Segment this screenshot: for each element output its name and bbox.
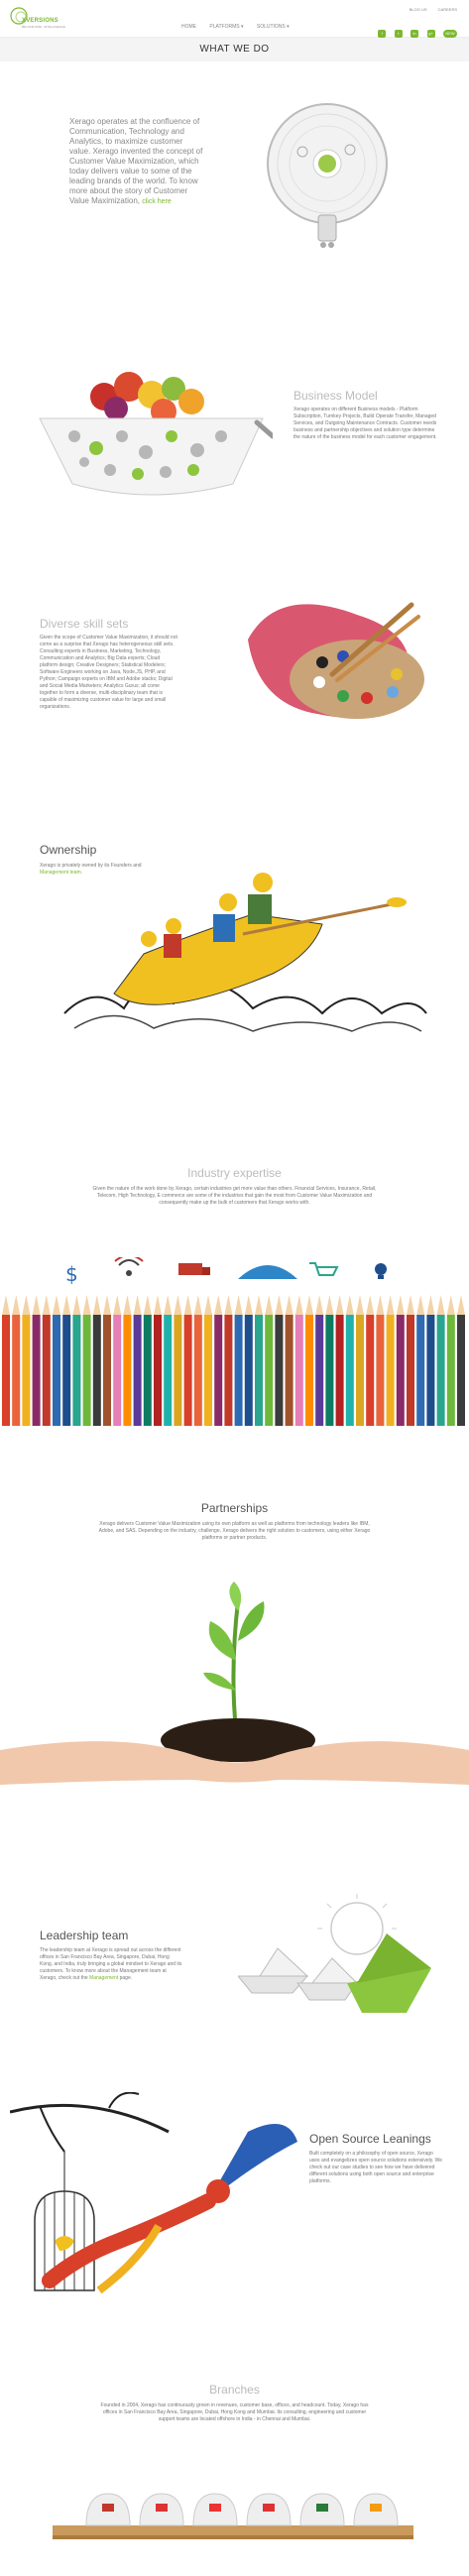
partnerships-text: Xerago delivers Customer Value Maximization using its own platform as well as platforms from technology leaders like IBM, Adobe, and SAS. Depending on the industry, challenge, Xerago delivers the right solution to customers, using either Xerago platforms or partner products. (98, 1521, 371, 1541)
logo-tagline: BEYOND RISK, INTELLIGENCE (22, 25, 65, 29)
googleplus-icon[interactable]: g+ (428, 31, 433, 36)
branches-section (94, 2383, 375, 2423)
top-link-careers[interactable]: CAREERS (437, 7, 457, 12)
parrot-cage-illustration (10, 2092, 307, 2320)
fruit-colander-illustration (35, 357, 273, 506)
top-links (400, 7, 457, 12)
leadership-title: Leadership team (40, 1929, 129, 1942)
paint-palette-illustration (238, 595, 431, 724)
open-source-text: Built completely on a philosophy of open source, Xerago uses and evangelizes open source solutions extensively. We check out our case studies to see how we have delivered different solutions using both open source and enterprise platforms. (309, 2151, 443, 2184)
leadership-text-block (40, 1947, 183, 1982)
hands-plant-illustration (0, 1581, 469, 1810)
nav-platforms[interactable]: PLATFORMS ▾ (209, 24, 244, 30)
bulb-icon (375, 1263, 387, 1279)
wall-fan-illustration (263, 94, 392, 253)
industry-title: Industry expertise (187, 1166, 282, 1180)
main-nav (181, 24, 301, 30)
page-title: WHAT WE DO (199, 44, 270, 55)
logo-name[interactable]: XVERSIONS (22, 18, 59, 24)
rafting-team-illustration (55, 865, 431, 1043)
skills-text: Given the scope of Customer Value Maximization, it should not come as a surprise that Xerago has heterogeneous skill sets. Consulting experts in Business, Marketing, Technology, Communication and Analytics; Big Data experts; Cloud platform design; Creative Designers; Statistical Modelers; Software Engineers working on Java, Node.JS, PHP, and Python; Campaign experts on IBM and Adobe stacks; Digital and Social Media Marketers; Analytics Gurus; all come together to form a diverse, multi-disciplinary team that is capable of maximizing customer value for large and small organizations. (40, 635, 177, 710)
partnerships-section (94, 1501, 375, 1542)
skills-section (40, 617, 178, 711)
top-link-blog[interactable]: BLOG US (409, 7, 427, 12)
open-source-section (309, 2132, 443, 2185)
paper-boats-illustration (238, 1889, 436, 2023)
industry-text: Given the nature of the work done by Xerago, certain industries get more value than others. Financial Services, Insurance, Retail, Telecom, High Technology, E commerce are some of the industries that gain the most from Customer Value Maximization and consequently make up the bulk of customers that Xerago works with. (92, 1186, 377, 1206)
intro-link[interactable]: click here (142, 198, 172, 205)
industry-section (89, 1166, 380, 1207)
branches-text: Founded in 2004, Xerago has continuously grown in revenues, customer base, offices, and headcount. Today, Xerago has offices in San Francisco Bay Area, Singapore, Dubai, Hong Kong and Mumbai. Its consulting, engineering and customer support teams are located offshore in India - in Chennai and Mumbai. (100, 2402, 369, 2422)
open-source-title: Open Source Leanings (309, 2132, 431, 2146)
ownership-text: Xerago is privately owned by its Founders and (40, 863, 142, 869)
linkedin-icon[interactable]: in (410, 30, 418, 38)
branches-title: Branches (209, 2383, 260, 2397)
cart-icon (309, 1263, 337, 1275)
new-badge[interactable]: NEW (443, 30, 457, 38)
umbrella-icon (238, 1265, 297, 1279)
twitter-icon[interactable]: t (395, 30, 403, 38)
nav-home[interactable]: HOME (181, 24, 196, 30)
business-model-section (293, 389, 442, 441)
intro-text: Xerago operates at the confluence of Communication, Technology and Analytics, to maximize customer value. Xerago invented the concept of Customer Value Maximization, which today delivers value to some of the leading brands of the world. To know more about the story of Customer Value Maximization, (69, 117, 203, 205)
skills-title: Diverse skill sets (40, 617, 129, 631)
page-title-bar (0, 38, 469, 61)
truck-icon (178, 1263, 210, 1275)
ownership-link[interactable]: Management team. (40, 870, 83, 876)
nav-solutions[interactable]: SOLUTIONS ▾ (256, 24, 290, 30)
partnerships-title: Partnerships (200, 1501, 269, 1515)
ownership-title: Ownership (40, 843, 97, 857)
intro-text-block (69, 117, 203, 207)
dollar-icon: $ (65, 1262, 78, 1286)
facebook-icon[interactable]: f (378, 30, 386, 38)
colored-pencils-illustration (0, 1257, 469, 1426)
site-header (0, 0, 469, 38)
business-model-title: Business Model (293, 389, 378, 403)
leadership-text: The leadership team at Xerago is spread out across the different offices in San Francisco Bay Area, Singapore, Dubai, Hong Kong, and India, truly bringing a global mindset to Xerago and its customers. To know more about the Management team at Xerago, check out the (40, 1947, 182, 1981)
flag-caps-shelf-illustration (45, 2474, 421, 2553)
leadership-section (40, 1929, 183, 1982)
signal-tower-icon (115, 1257, 143, 1276)
leadership-link[interactable]: Management (89, 1975, 119, 1981)
leadership-text-after: page. (119, 1975, 133, 1981)
business-model-text: Xerago operates on different Business models - Platform Subscription, Turnkey Projects, Build Operate Transfer, Managed Services, and Outgoing Maintenance Contracts. Customer needs business and partnership objectives and solution type determine the nature of the business model for each customer engagement. (293, 407, 437, 440)
